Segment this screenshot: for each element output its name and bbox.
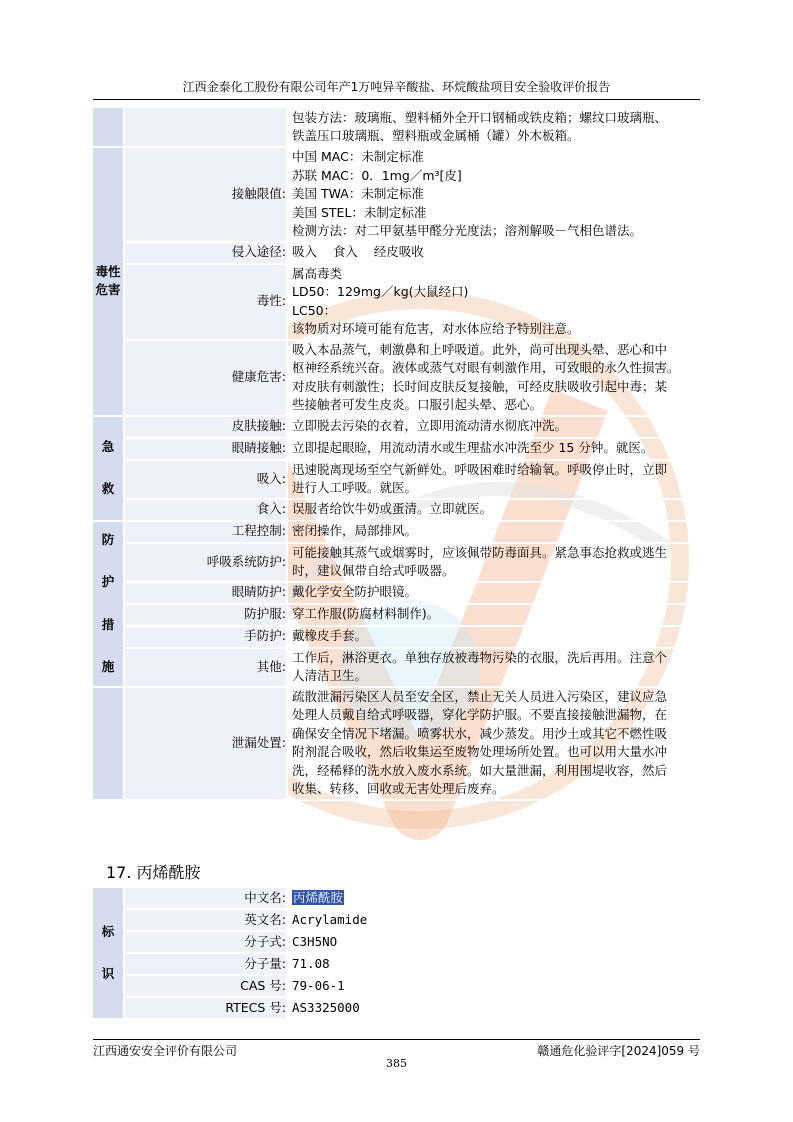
table-row (93, 341, 700, 417)
respiratory-protection-value: 可能接触其蒸气或烟雾时，应该佩带防毒面具。紧急事态抢救或逃生 时，建议佩带自给式呼吸器。 (288, 544, 700, 583)
cas-number-value: 79-06-1 (288, 976, 700, 998)
eye-contact-label: 眼睛接触: (125, 439, 288, 461)
category-protection: 防 护 措 施 (93, 522, 125, 688)
rtecs-number-label: RTECS 号: (125, 998, 288, 1020)
table-row (93, 649, 700, 688)
table-row (93, 932, 700, 954)
footer-document-number: 赣通危化验评字[2024]059 号 (537, 1044, 700, 1058)
formula-value: C3H5NO (288, 932, 700, 954)
protective-clothing-label: 防护服: (125, 605, 288, 627)
packaging-value: 包装方法：玻璃瓶、塑料桶外全开口钢桶或铁皮箱；螺纹口玻璃瓶、 铁盖压口玻璃瓶、塑料瓶或金属桶（罐）外木板箱。 (288, 108, 700, 148)
category-cell-blank (93, 108, 125, 148)
skin-contact-label: 皮肤接触: (125, 417, 288, 439)
route-value: 吸入 食入 经皮吸收 (288, 243, 700, 265)
category-first-aid: 急 救 (93, 417, 125, 522)
table-row (93, 243, 700, 265)
route-label: 侵入途径: (125, 243, 288, 265)
table-row (93, 544, 700, 583)
rtecs-number-value: AS3325000 (288, 998, 700, 1020)
section-heading: 17. 丙烯酰胺 (106, 863, 201, 882)
table-row (93, 910, 700, 932)
table-row (93, 605, 700, 627)
leak-handling-label: 泄漏处置: (125, 688, 288, 801)
other-label: 其他: (125, 649, 288, 688)
exposure-limits-label: 接触限值: (125, 148, 288, 243)
table-row (93, 954, 700, 976)
table-row (93, 583, 700, 605)
footer-company: 江西通安安全评价有限公司 (93, 1044, 238, 1058)
table-row (93, 417, 700, 439)
table-row (93, 439, 700, 461)
toxicity-value: 属高毒类 LD50：129mg／kg(大鼠经口) LC50： 该物质对环境可能有危害，对水体应给予特别注意。 (288, 265, 700, 341)
table-row (93, 627, 700, 649)
other-value: 工作后，淋浴更衣。单独存放被毒物污染的衣服，洗后再用。注意个 人清洁卫生。 (288, 649, 700, 688)
protective-clothing-value: 穿工作服(防腐材料制作)。 (288, 605, 700, 627)
identification-table (93, 888, 700, 1020)
english-name-label: 英文名: (125, 910, 288, 932)
header-divider (93, 99, 700, 100)
table-row (93, 522, 700, 544)
table-row (93, 108, 700, 148)
inhalation-label: 吸入: (125, 461, 288, 500)
footer-divider (93, 1039, 700, 1040)
table-row (93, 500, 700, 522)
molecular-weight-label: 分子量: (125, 954, 288, 976)
table-row (93, 998, 700, 1020)
health-hazard-value: 吸入本品蒸气，刺激鼻和上呼吸道。此外，尚可出现头晕、恶心和中 枢神经系统兴奋。液体或蒸气对眼有刺激作用，可致眼的永久性损害。 对皮肤有刺激性；长时间皮肤反复接触，可经皮肤吸收引起中毒；某 些接触者可发生皮炎。口服引起头晕、恶心。 (288, 341, 700, 417)
molecular-weight-value: 71.08 (288, 954, 700, 976)
engineering-control-label: 工程控制: (125, 522, 288, 544)
table-row (93, 976, 700, 998)
ingestion-value: 误服者给饮牛奶或蛋清。立即就医。 (288, 500, 700, 522)
hand-protection-label: 手防护: (125, 627, 288, 649)
toxicity-label: 毒性: (125, 265, 288, 341)
exposure-limits-value: 中国 MAC：未制定标准 苏联 MAC：0．1mg／m³[皮] 美国 TWA：未制定标准 美国 STEL：未制定标准 检测方法：对二甲氨基甲醛分光度法；溶剂解吸－气相色谱法。 (288, 148, 700, 243)
selected-text[interactable]: 丙烯酰胺 (293, 889, 344, 905)
eye-contact-value: 立即提起眼睑，用流动清水或生理盐水冲洗至少 15 分钟。就医。 (288, 439, 700, 461)
skin-contact-value: 立即脱去污染的衣着，立即用流动清水彻底冲洗。 (288, 417, 700, 439)
health-hazard-label: 健康危害: (125, 341, 288, 417)
cas-number-label: CAS 号: (125, 976, 288, 998)
hand-protection-value: 戴橡皮手套。 (288, 627, 700, 649)
eye-protection-label: 眼睛防护: (125, 583, 288, 605)
engineering-control-value: 密闭操作，局部排风。 (288, 522, 700, 544)
page-number: 385 (386, 1057, 407, 1070)
category-toxicity: 毒性 危害 (93, 148, 125, 417)
formula-label: 分子式: (125, 932, 288, 954)
row-label-blank (125, 108, 288, 148)
leak-handling-value: 疏散泄漏污染区人员至安全区，禁止无关人员进入污染区，建议应急 处理人员戴自给式呼吸器，穿化学防护服。不要直接接触泄漏物，在 确保安全情况下堵漏。喷雾状水，减少蒸发。用沙土或其它不燃性吸 附剂混合吸收，然后收集运至废物处理场所处置。也可以用大量水冲 洗，经稀释的洗水放入废水系统。如大量泄漏，利用围堤收容，然后 收集、转移、回收或无害处理后废弃。 (288, 688, 700, 801)
inhalation-value: 迅速脱离现场至空气新鲜处。呼吸困难时给输氧。呼吸停止时，立即 进行人工呼吸。就医。 (288, 461, 700, 500)
table-row (93, 688, 700, 801)
category-cell-blank (93, 688, 125, 801)
table-row (93, 148, 700, 243)
chinese-name-value (288, 888, 700, 910)
ingestion-label: 食入: (125, 500, 288, 522)
eye-protection-value: 戴化学安全防护眼镜。 (288, 583, 700, 605)
table-row (93, 265, 700, 341)
chinese-name-label: 中文名: (125, 888, 288, 910)
safety-data-table (93, 108, 700, 801)
english-name-value: Acrylamide (288, 910, 700, 932)
report-header-title: 江西金泰化工股份有限公司年产1万吨异辛酸盐、环烷酸盐项目安全验收评价报告 (182, 80, 611, 94)
category-identification: 标 识 (93, 888, 125, 1020)
respiratory-protection-label: 呼吸系统防护: (125, 544, 288, 583)
table-row (93, 461, 700, 500)
table-row (93, 888, 700, 910)
